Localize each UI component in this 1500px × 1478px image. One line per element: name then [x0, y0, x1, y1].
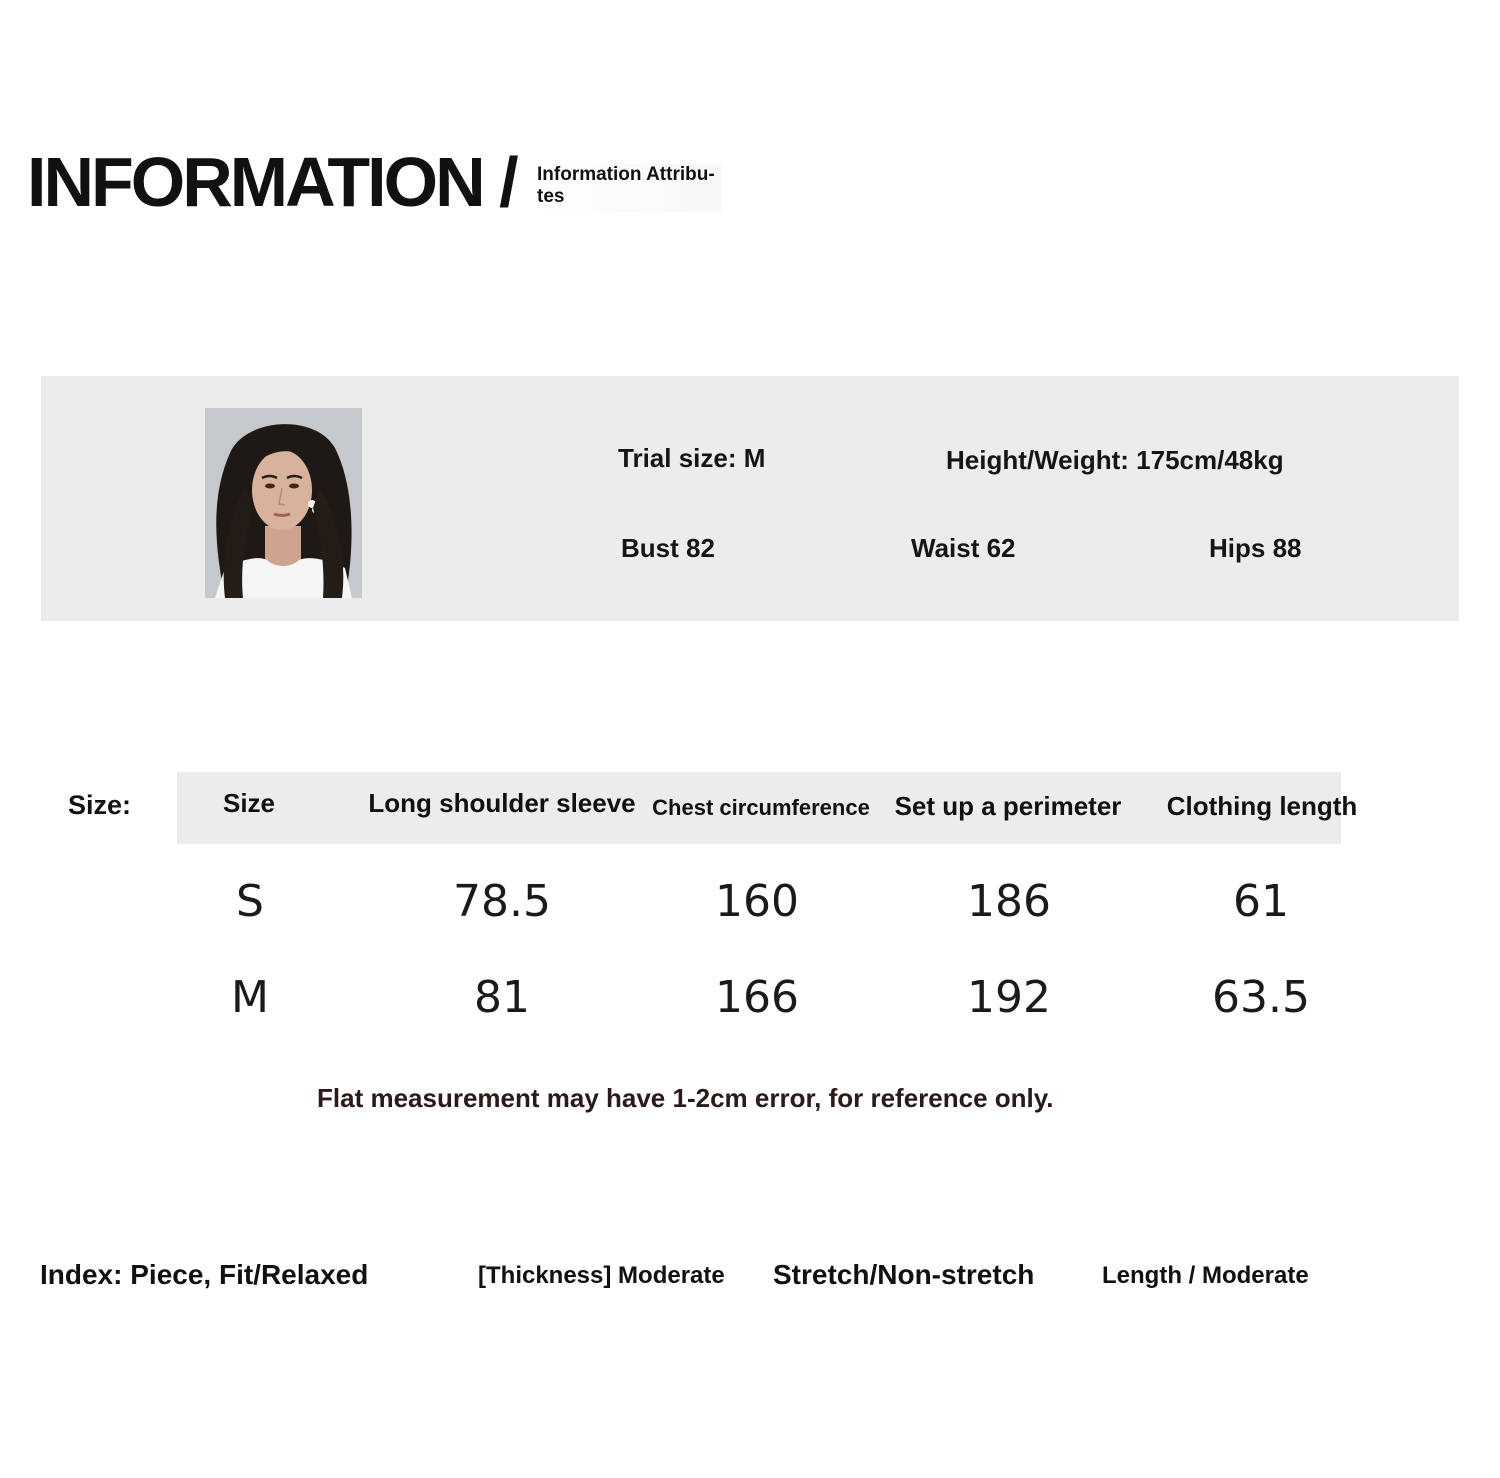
bust-text: Bust 82 — [621, 533, 715, 563]
table-cell: 61 — [1233, 876, 1289, 927]
model-photo — [205, 408, 362, 598]
attribute-length: Length / Moderate — [1102, 1262, 1309, 1289]
trial-size-text: Trial size: M — [618, 443, 766, 473]
page-subtitle — [537, 164, 721, 212]
table-cell: 192 — [967, 972, 1051, 1023]
page-title: INFORMATION / — [27, 143, 516, 221]
attribute-thickness: [Thickness] Moderate — [478, 1262, 725, 1289]
column-header-shoulder-sleeve: Long shoulder sleeve — [368, 788, 636, 818]
table-cell: 186 — [967, 876, 1051, 927]
table-cell: 78.5 — [453, 876, 551, 927]
subtitle-text: Information Attribu- tes — [537, 164, 715, 207]
table-cell: M — [231, 972, 269, 1023]
column-header-perimeter: Set up a perimeter — [894, 791, 1122, 821]
column-header-size: Size — [222, 788, 276, 818]
table-cell: 166 — [715, 972, 799, 1023]
measurement-note: Flat measurement may have 1-2cm error, for reference only. — [317, 1083, 1054, 1113]
table-cell: 160 — [715, 876, 799, 927]
table-cell: 81 — [474, 972, 530, 1023]
attribute-index: Index: Piece, Fit/Relaxed — [40, 1259, 369, 1290]
column-header-length: Clothing length — [1166, 791, 1358, 821]
table-cell: S — [236, 876, 264, 927]
table-cell: 63.5 — [1212, 972, 1310, 1023]
height-weight-text: Height/Weight: 175cm/48kg — [946, 445, 1284, 475]
column-header-chest: Chest circumference — [652, 795, 870, 820]
attribute-stretch: Stretch/Non-stretch — [773, 1259, 1035, 1290]
model-portrait-image — [205, 408, 362, 598]
size-chart-label: Size: — [68, 790, 132, 820]
waist-text: Waist 62 — [911, 533, 1016, 563]
hips-text: Hips 88 — [1209, 533, 1302, 563]
